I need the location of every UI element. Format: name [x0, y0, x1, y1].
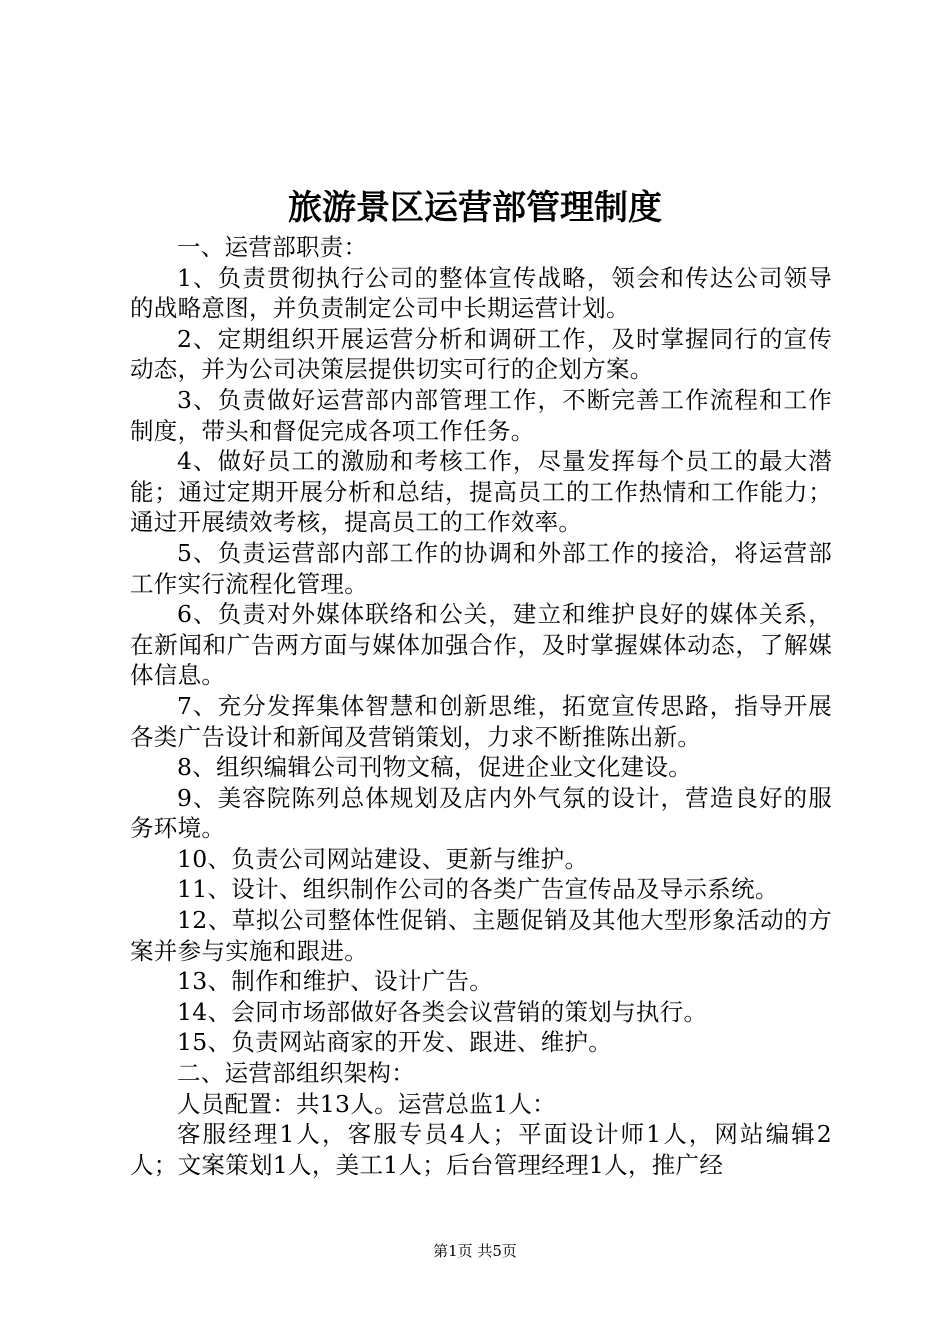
document-title: 旅游景区运营部管理制度 [288, 188, 662, 228]
paragraph-item-7: 7、充分发挥集体智慧和创新思维，拓宽宣传思路，指导开展各类广告设计和新闻及营销策划，力求不断推陈出新。 [130, 691, 832, 751]
paragraph-item-11: 11、设计、组织制作公司的各类广告宣传品及导示系统。 [177, 875, 779, 904]
page-footer: 第1页 共5页 [433, 1242, 517, 1260]
paragraph-staffing: 人员配置：共13人。运营总监1人： [177, 1089, 556, 1118]
paragraph-item-2: 2、定期组织开展运营分析和调研工作，及时掌握同行的宣传动态，并为公司决策层提供切实可行的企划方案。 [130, 324, 832, 384]
document-body [130, 232, 832, 1180]
paragraph-item-10: 10、负责公司网站建设、更新与维护。 [177, 844, 589, 873]
paragraph-item-15: 15、负责网站商家的开发、跟进、维护。 [177, 1028, 613, 1057]
paragraph-item-5: 5、负责运营部内部工作的协调和外部工作的接洽，将运营部工作实行流程化管理。 [130, 538, 832, 598]
paragraph-section-1-heading: 一、运营部职责： [177, 233, 368, 261]
paragraph-item-4: 4、做好员工的激励和考核工作，尽量发挥每个员工的最大潜能；通过定期开展分析和总结，提高员工的工作热情和工作能力；通过开展绩效考核，提高员工的工作效率。 [130, 447, 832, 537]
paragraph-section-2-heading: 二、运营部组织架构： [177, 1059, 415, 1088]
paragraph-item-12: 12、草拟公司整体性促销、主题促销及其他大型形象活动的方案并参与实施和跟进。 [130, 906, 832, 965]
paragraph-item-13: 13、制作和维护、设计广告。 [177, 967, 494, 996]
paragraph-item-1: 1、负责贯彻执行公司的整体宣传战略，领会和传达公司领导的战略意图，并负责制定公司中长期运营计划。 [130, 263, 832, 323]
paragraph-staffing-detail: 客服经理1人，客服专员4人；平面设计师1人，网站编辑2人；文案策划1人，美工1人；后台管理经理1人，推广经 [130, 1120, 832, 1179]
paragraph-item-9: 9、美容院陈列总体规划及店内外气氛的设计，营造良好的服务环境。 [130, 783, 832, 843]
paragraph-item-3: 3、负责做好运营部内部管理工作，不断完善工作流程和工作制度，带头和督促完成各项工作任务。 [130, 385, 832, 445]
paragraph-item-6: 6、负责对外媒体联络和公关，建立和维护良好的媒体关系，在新闻和广告两方面与媒体加强合作，及时掌握媒体动态，了解媒体信息。 [130, 600, 832, 690]
paragraph-item-14: 14、会同市场部做好各类会议营销的策划与执行。 [177, 997, 708, 1026]
paragraph-item-8: 8、组织编辑公司刊物文稿，促进企业文化建设。 [177, 753, 693, 782]
